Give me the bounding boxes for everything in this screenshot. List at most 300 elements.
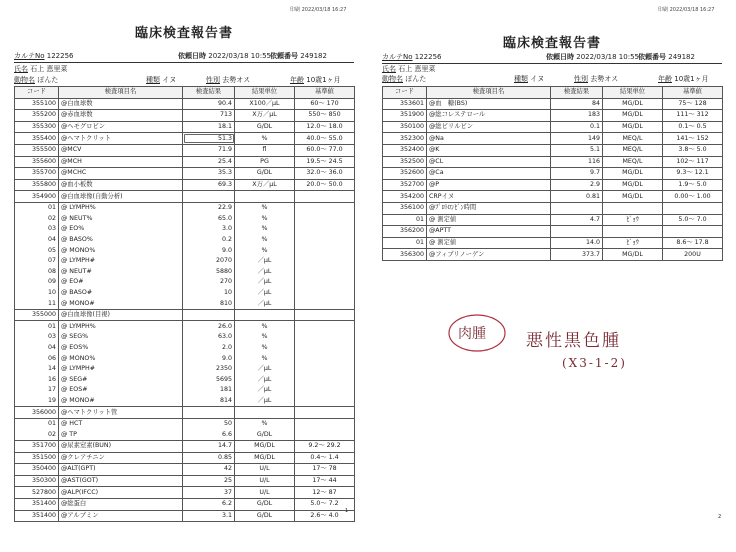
result-cell: 10 — [183, 288, 235, 299]
ref-cell — [295, 191, 355, 203]
result-cell: 183 — [551, 110, 603, 122]
code-cell: 356200 — [383, 226, 427, 238]
item-cell: @CL — [427, 156, 551, 168]
table-row — [15, 407, 355, 419]
unit-cell: ﾋﾞｮｳ — [603, 237, 663, 249]
ref-cell: 550～ 850 — [295, 110, 355, 122]
ref-cell — [663, 202, 723, 214]
item-cell: @ EOS# — [59, 385, 183, 396]
page-number: 1 — [345, 508, 349, 514]
report-page-2 — [368, 0, 736, 552]
print-date: 印刷 2022/03/18 16:27 — [290, 7, 347, 13]
item-cell: @ LYMPH% — [59, 321, 183, 332]
result-cell: 9.0 — [183, 353, 235, 364]
table-row — [383, 110, 723, 122]
ref-cell — [295, 224, 355, 235]
ref-cell — [295, 407, 355, 419]
item-cell: @ヘマトクリット管 — [59, 407, 183, 419]
unit-cell: ／μL — [235, 256, 295, 267]
result-cell: 2.9 — [551, 179, 603, 191]
unit-cell — [603, 202, 663, 214]
table-row — [15, 321, 355, 332]
page-number: 2 — [718, 514, 722, 520]
result-cell: 25.4 — [183, 156, 235, 168]
unit-cell: ／μL — [235, 267, 295, 278]
print-date: 印刷 2022/03/18 16:27 — [658, 7, 715, 13]
unit-cell: fl — [235, 144, 295, 156]
item-cell: @クレアチニン — [59, 452, 183, 464]
code-cell: 355500 — [15, 144, 59, 156]
request-number: 依頼番号 249182 — [270, 52, 327, 60]
item-cell: @ MONO% — [59, 245, 183, 256]
table-row — [15, 288, 355, 299]
species: 種類 イヌ — [514, 75, 545, 83]
item-cell: @MCV — [59, 144, 183, 156]
table-row — [15, 364, 355, 375]
item-cell: @ BASO# — [59, 288, 183, 299]
results-table — [382, 86, 723, 261]
result-cell: 9.0 — [183, 245, 235, 256]
code-cell: 11 — [15, 298, 59, 309]
ref-cell: 9.2～ 29.2 — [295, 441, 355, 453]
code-cell: 355100 — [15, 98, 59, 110]
result-cell: 71.9 — [183, 144, 235, 156]
unit-cell: % — [235, 332, 295, 343]
code-cell: 03 — [15, 224, 59, 235]
table-row — [383, 249, 723, 261]
table-row — [383, 214, 723, 226]
unit-cell: MG/DL — [603, 168, 663, 180]
result-cell: 2.0 — [183, 343, 235, 354]
code-cell: 354900 — [15, 191, 59, 203]
ref-cell — [295, 309, 355, 321]
unit-cell: MG/DL — [603, 110, 663, 122]
result-cell: 37 — [183, 487, 235, 499]
table-row — [15, 298, 355, 309]
code-cell: 527800 — [15, 487, 59, 499]
result-cell: 9.7 — [551, 168, 603, 180]
unit-cell: PG — [235, 156, 295, 168]
unit-cell: ／μL — [235, 288, 295, 299]
table-row — [383, 121, 723, 133]
ref-cell: 75～ 128 — [663, 98, 723, 110]
code-cell: 01 — [383, 237, 427, 249]
result-cell: 69.3 — [183, 179, 235, 191]
item-cell: @血 糖(BS) — [427, 98, 551, 110]
item-cell: @アルブミン — [59, 510, 183, 522]
request-datetime: 依頼日時 2022/03/18 10:55 — [178, 52, 271, 60]
unit-cell: MG/DL — [235, 441, 295, 453]
unit-cell: X万／μL — [235, 110, 295, 122]
unit-cell: G/DL — [235, 498, 295, 510]
ref-cell — [295, 298, 355, 309]
code-cell: 350100 — [383, 121, 427, 133]
ref-cell — [295, 385, 355, 396]
unit-cell: % — [235, 133, 295, 145]
unit-cell: G/DL — [235, 168, 295, 180]
item-cell: @総コレステロール — [427, 110, 551, 122]
unit-cell: MG/DL — [603, 191, 663, 203]
code-cell: 09 — [15, 277, 59, 288]
unit-cell: % — [235, 321, 295, 332]
unit-cell: ／μL — [235, 385, 295, 396]
item-cell: @ MONO# — [59, 396, 183, 407]
code-cell: 06 — [15, 353, 59, 364]
ref-cell: 102～ 117 — [663, 156, 723, 168]
result-cell: 4.7 — [551, 214, 603, 226]
ref-cell — [295, 214, 355, 225]
result-cell: 2070 — [183, 256, 235, 267]
table-row — [15, 452, 355, 464]
table-row — [15, 277, 355, 288]
result-cell: 35.3 — [183, 168, 235, 180]
ref-cell: 17～ 78 — [295, 464, 355, 476]
result-cell — [183, 309, 235, 321]
col-result: 検査結果 — [183, 87, 235, 99]
item-cell: @総ビリルビン — [427, 121, 551, 133]
item-cell: @ NEUT# — [59, 267, 183, 278]
item-cell: @MCH — [59, 156, 183, 168]
result-cell: 3.1 — [183, 510, 235, 522]
unit-cell: % — [235, 224, 295, 235]
unit-cell: MG/DL — [235, 452, 295, 464]
sex: 性別 去勢オス — [574, 75, 619, 83]
code-cell: 352500 — [383, 156, 427, 168]
col-code: コード — [15, 87, 59, 99]
table-row — [383, 179, 723, 191]
result-cell — [551, 202, 603, 214]
code-cell: 01 — [15, 202, 59, 213]
result-cell: 0.85 — [183, 452, 235, 464]
unit-cell: MG/DL — [603, 179, 663, 191]
result-cell: 63.0 — [183, 332, 235, 343]
item-cell: @MCHC — [59, 168, 183, 180]
table-row — [15, 214, 355, 225]
table-row — [15, 510, 355, 522]
request-number: 依頼番号 249182 — [638, 53, 695, 61]
item-cell: @ヘモグロビン — [59, 121, 183, 133]
code-cell: 03 — [15, 332, 59, 343]
ref-cell — [295, 256, 355, 267]
ref-cell: 0.00～ 1.00 — [663, 191, 723, 203]
result-cell: 0.81 — [551, 191, 603, 203]
table-row — [383, 237, 723, 249]
item-cell: @白血球数 — [59, 98, 183, 110]
table-row — [15, 235, 355, 246]
table-row — [383, 226, 723, 238]
karte-number: カルテNo 122256 — [382, 53, 442, 61]
unit-cell: % — [235, 214, 295, 225]
handwritten-diagnosis: 悪性黒色腫 — [526, 331, 621, 351]
item-cell: @尿素窒素(BUN) — [59, 441, 183, 453]
age: 年齢 10歳1ヶ月 — [658, 75, 709, 83]
ref-cell: 19.5～ 24.5 — [295, 156, 355, 168]
handwritten-circled-note: 肉腫 — [458, 326, 486, 342]
table-row — [15, 374, 355, 385]
item-cell: @Ca — [427, 168, 551, 180]
item-cell: @ MONO# — [59, 298, 183, 309]
code-cell: 01 — [15, 321, 59, 332]
item-cell: @ SEG# — [59, 374, 183, 385]
ref-cell: 12.0～ 18.0 — [295, 121, 355, 133]
item-cell: @ LYMPH# — [59, 256, 183, 267]
result-cell: 5695 — [183, 374, 235, 385]
result-cell — [183, 407, 235, 419]
ref-cell: 5.0～ 7.0 — [663, 214, 723, 226]
result-cell: 181 — [183, 385, 235, 396]
table-row — [15, 429, 355, 440]
ref-cell — [295, 235, 355, 246]
col-item: 検査項目名 — [59, 87, 183, 99]
result-cell: 270 — [183, 277, 235, 288]
code-cell: 351400 — [15, 498, 59, 510]
ref-cell — [295, 321, 355, 332]
table-row — [383, 98, 723, 110]
code-cell: 354200 — [383, 191, 427, 203]
code-cell: 14 — [15, 364, 59, 375]
item-cell: @フィブリノーゲン — [427, 249, 551, 261]
unit-cell: X万／μL — [235, 179, 295, 191]
col-result: 検査結果 — [551, 87, 603, 99]
unit-cell: ﾋﾞｮｳ — [603, 214, 663, 226]
result-cell: 149 — [551, 133, 603, 145]
unit-cell — [603, 226, 663, 238]
unit-cell: MEQ/L — [603, 144, 663, 156]
code-cell: 01 — [15, 418, 59, 429]
ref-cell — [295, 396, 355, 407]
table-row — [15, 418, 355, 429]
result-cell: 814 — [183, 396, 235, 407]
unit-cell: MG/DL — [603, 249, 663, 261]
result-cell: 373.7 — [551, 249, 603, 261]
item-cell: CRPイヌ — [427, 191, 551, 203]
ref-cell: 60.0～ 77.0 — [295, 144, 355, 156]
code-cell: 01 — [383, 214, 427, 226]
ref-cell: 8.6～ 17.8 — [663, 237, 723, 249]
col-ref: 基準値 — [295, 87, 355, 99]
unit-cell: MEQ/L — [603, 133, 663, 145]
ref-cell — [295, 343, 355, 354]
table-row — [15, 179, 355, 191]
ref-cell: 60～ 170 — [295, 98, 355, 110]
code-cell: 356300 — [383, 249, 427, 261]
report-title: 臨床検査報告書 — [502, 36, 601, 51]
table-row — [383, 133, 723, 145]
item-cell: @ 測定値 — [427, 214, 551, 226]
item-cell: @ 測定値 — [427, 237, 551, 249]
item-cell: @ EO# — [59, 277, 183, 288]
code-cell: 351400 — [15, 510, 59, 522]
code-cell: 350300 — [15, 475, 59, 487]
report-title: 臨床検査報告書 — [134, 26, 233, 41]
code-cell: 350400 — [15, 464, 59, 476]
unit-cell: U/L — [235, 464, 295, 476]
ref-cell: 17～ 44 — [295, 475, 355, 487]
code-cell: 352300 — [383, 133, 427, 145]
result-cell: 0.2 — [183, 235, 235, 246]
unit-cell: G/DL — [235, 121, 295, 133]
code-cell: 07 — [15, 256, 59, 267]
table-row — [15, 396, 355, 407]
item-cell: @白血球像(自動分析) — [59, 191, 183, 203]
ref-cell — [295, 364, 355, 375]
unit-cell: ／μL — [235, 364, 295, 375]
ref-cell: 1.9～ 5.0 — [663, 179, 723, 191]
table-row — [15, 168, 355, 180]
ref-cell: 0.1～ 0.5 — [663, 121, 723, 133]
ref-cell: 12～ 87 — [295, 487, 355, 499]
item-cell: @ NEUT% — [59, 214, 183, 225]
result-cell: 25 — [183, 475, 235, 487]
ref-cell — [295, 332, 355, 343]
ref-cell: 200U — [663, 249, 723, 261]
item-cell: @ EOS% — [59, 343, 183, 354]
code-cell: 04 — [15, 235, 59, 246]
item-cell: @ LYMPH# — [59, 364, 183, 375]
unit-cell: U/L — [235, 487, 295, 499]
ref-cell: 9.3～ 12.1 — [663, 168, 723, 180]
animal-name: 動物名 ぽんた — [382, 75, 427, 83]
code-cell: 355300 — [15, 121, 59, 133]
table-row — [15, 475, 355, 487]
result-cell: 0.1 — [551, 121, 603, 133]
table-row — [15, 343, 355, 354]
ref-cell — [295, 353, 355, 364]
code-cell: 17 — [15, 385, 59, 396]
item-cell: @総蛋白 — [59, 498, 183, 510]
table-row — [383, 191, 723, 203]
result-cell: 90.4 — [183, 98, 235, 110]
unit-cell: ／μL — [235, 298, 295, 309]
result-cell — [551, 226, 603, 238]
item-cell: @K — [427, 144, 551, 156]
code-cell: 352700 — [383, 179, 427, 191]
table-row — [383, 202, 723, 214]
table-row — [15, 267, 355, 278]
code-cell: 351500 — [15, 452, 59, 464]
unit-cell: G/DL — [235, 510, 295, 522]
result-cell: 22.9 — [183, 202, 235, 213]
unit-cell — [235, 191, 295, 203]
owner-name: 氏名 石上 恵里菜 — [382, 65, 436, 73]
table-row — [15, 156, 355, 168]
table-row — [383, 144, 723, 156]
age: 年齢 10歳1ヶ月 — [290, 76, 341, 84]
col-item: 検査項目名 — [427, 87, 551, 99]
unit-cell: MG/DL — [603, 121, 663, 133]
ref-cell: 111～ 312 — [663, 110, 723, 122]
unit-cell: ／μL — [235, 277, 295, 288]
code-cell: 352400 — [383, 144, 427, 156]
col-code: コード — [383, 87, 427, 99]
code-cell: 356100 — [383, 202, 427, 214]
item-cell: @ LYMPH% — [59, 202, 183, 213]
item-cell: @ TP — [59, 429, 183, 440]
result-cell: 42 — [183, 464, 235, 476]
result-cell: 713 — [183, 110, 235, 122]
result-cell: 5880 — [183, 267, 235, 278]
ref-cell — [295, 418, 355, 429]
unit-cell: G/DL — [235, 429, 295, 440]
unit-cell: X100／μL — [235, 98, 295, 110]
ref-cell — [295, 277, 355, 288]
item-cell: @ MONO% — [59, 353, 183, 364]
code-cell: 10 — [15, 288, 59, 299]
ref-cell — [295, 267, 355, 278]
unit-cell: % — [235, 343, 295, 354]
result-cell: 6.2 — [183, 498, 235, 510]
result-cell: 6.6 — [183, 429, 235, 440]
table-row — [15, 385, 355, 396]
result-cell: 84 — [551, 98, 603, 110]
ref-cell: 2.6～ 4.0 — [295, 510, 355, 522]
ref-cell — [295, 429, 355, 440]
table-row — [15, 464, 355, 476]
unit-cell: % — [235, 235, 295, 246]
ref-cell — [295, 202, 355, 213]
table-row — [15, 498, 355, 510]
code-cell: 351900 — [383, 110, 427, 122]
code-cell: 05 — [15, 245, 59, 256]
table-row — [383, 168, 723, 180]
result-cell: 14.7 — [183, 441, 235, 453]
result-cell: 51.3 — [183, 133, 235, 145]
ref-cell — [295, 374, 355, 385]
result-cell: 2350 — [183, 364, 235, 375]
item-cell: @ALP(IFCC) — [59, 487, 183, 499]
owner-name: 氏名 石上 恵里菜 — [14, 65, 68, 73]
item-cell: @APTT — [427, 226, 551, 238]
ref-cell: 5.0～ 7.2 — [295, 498, 355, 510]
ref-cell: 32.0～ 36.0 — [295, 168, 355, 180]
code-cell: 355800 — [15, 179, 59, 191]
ref-cell: 0.4～ 1.4 — [295, 452, 355, 464]
ref-cell — [295, 245, 355, 256]
result-cell: 50 — [183, 418, 235, 429]
code-cell: 355000 — [15, 309, 59, 321]
code-cell: 355700 — [15, 168, 59, 180]
table-row — [15, 144, 355, 156]
table-row — [15, 245, 355, 256]
ref-cell: 40.0～ 55.0 — [295, 133, 355, 145]
item-cell: @白血球像(目視) — [59, 309, 183, 321]
item-cell: @赤血球数 — [59, 110, 183, 122]
table-row — [15, 110, 355, 122]
code-cell: 356000 — [15, 407, 59, 419]
unit-cell: ／μL — [235, 396, 295, 407]
sex: 性別 去勢オス — [206, 76, 251, 84]
code-cell: 02 — [15, 429, 59, 440]
ref-cell: 141～ 152 — [663, 133, 723, 145]
table-row — [15, 98, 355, 110]
item-cell: @ﾌﾟﾛﾄﾛﾝﾋﾞﾝ時間 — [427, 202, 551, 214]
unit-cell: % — [235, 418, 295, 429]
item-cell: @ALT(GPT) — [59, 464, 183, 476]
table-row — [15, 133, 355, 145]
table-row — [15, 202, 355, 213]
ref-cell: 3.8～ 5.0 — [663, 144, 723, 156]
item-cell: @血小板数 — [59, 179, 183, 191]
item-cell: @ HCT — [59, 418, 183, 429]
table-row — [15, 256, 355, 267]
table-row — [15, 332, 355, 343]
result-cell: 14.0 — [551, 237, 603, 249]
code-cell: 353601 — [383, 98, 427, 110]
item-cell: @P — [427, 179, 551, 191]
table-row — [15, 121, 355, 133]
code-cell: 352600 — [383, 168, 427, 180]
unit-cell — [235, 407, 295, 419]
